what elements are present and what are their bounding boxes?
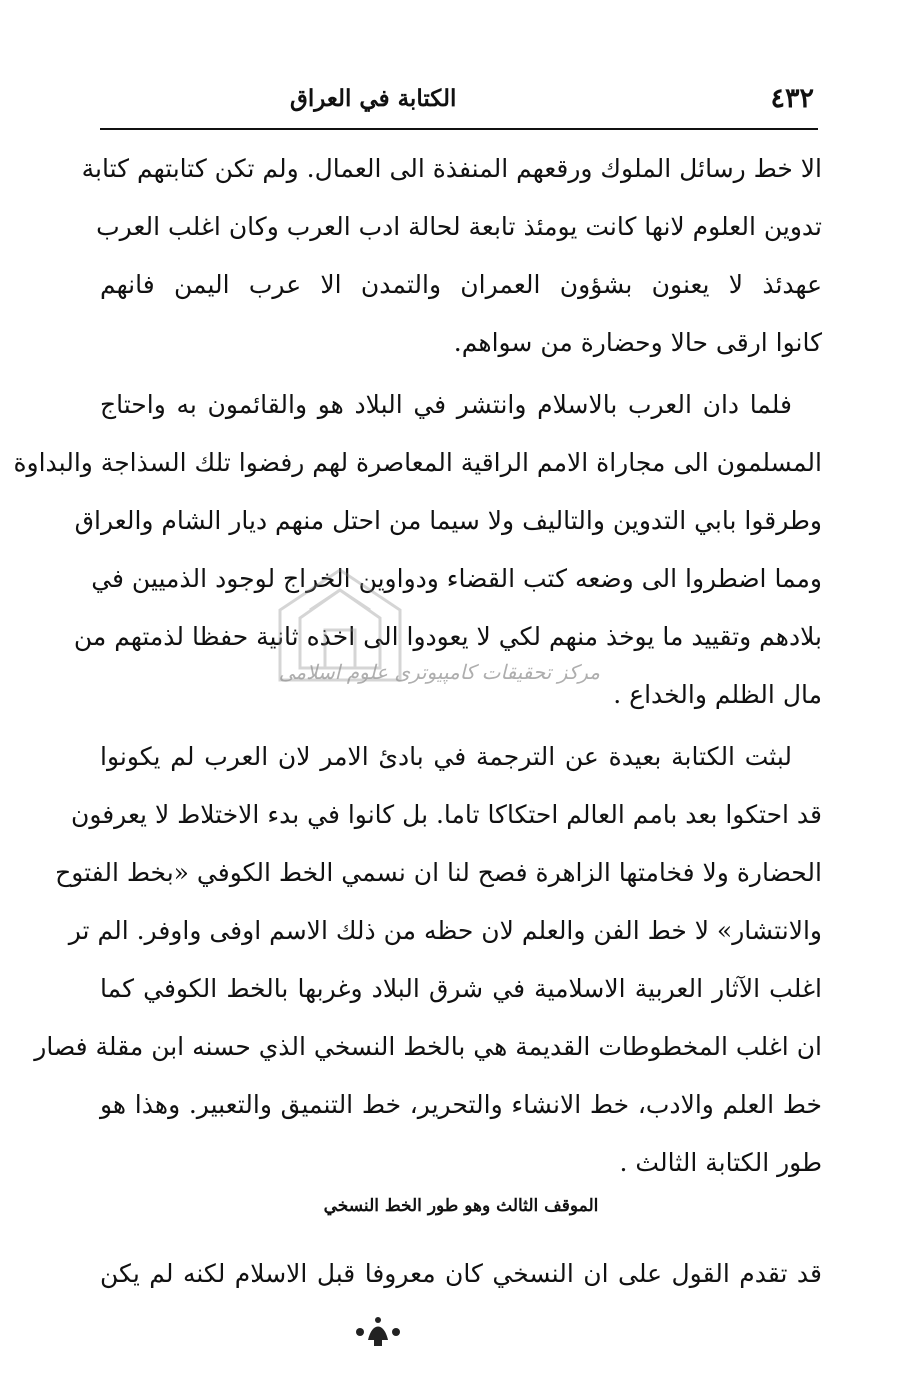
page-number: ٤٣٢ (770, 82, 814, 114)
text-line: عهدئذ لا يعنون بشؤون العمران والتمدن الا عرب اليمن فانهم (100, 270, 822, 299)
text-line: قد تقدم القول على ان النسخي كان معروفا قبل الاسلام لكنه لم يكن (100, 1259, 822, 1288)
page-header (100, 78, 814, 118)
text-line: كانوا ارقى حالا وحضارة من سواهم. (453, 328, 822, 357)
header-rule (100, 128, 818, 130)
running-title: الكتابة في العراق (290, 84, 457, 112)
text-line: وطرقوا بابي التدوين والتاليف ولا سيما من احتل منهم ديار الشام والعراق (74, 506, 822, 535)
text-line: ومما اضطروا الى وضعه كتب القضاء ودواوين الخراج لوجود الذميين في (91, 564, 822, 593)
text-line: تدوين العلوم لانها كانت يومئذ تابعة لحالة ادب العرب وكان اغلب العرب (96, 212, 822, 241)
section-heading: الموقف الثالث وهو طور الخط النسخي (323, 1196, 599, 1216)
text-line: والانتشار» لا خط الفن والعلم لان حظه من ذلك الاسم اوفى واوفر. الم تر (68, 916, 822, 945)
text-line: الحضارة ولا فخامتها الزاهرة فصح لنا ان نسمي الخط الكوفي «بخط الفتوح (55, 858, 822, 887)
text-line: مال الظلم والخداع . (613, 680, 822, 709)
text-line: خط العلم والادب، خط الانشاء والتحرير، خط التنميق والتعبير. وهذا هو (100, 1090, 822, 1119)
text-line: ان اغلب المخطوطات القديمة هي بالخط النسخي الذي حسنه ابن مقلة فصار (34, 1032, 822, 1061)
ornament-icon (348, 1312, 408, 1352)
text-line: لبثت الكتابة بعيدة عن الترجمة في بادئ الامر لان العرب لم يكونوا (100, 742, 792, 771)
text-line: فلما دان العرب بالاسلام وانتشر في البلاد هو والقائمون به واحتاج (100, 390, 792, 419)
watermark-text: مرکز تحقیقات کامپیوتری علوم اسلامی (278, 660, 600, 684)
text-line: بلادهم وتقييد ما يوخذ منهم لكي لا يعودوا الى اخذه ثانية حفظا لذمتهم من (73, 622, 822, 651)
text-line: اغلب الآثار العربية الاسلامية في شرق البلاد وغربها بالخط الكوفي كما (100, 974, 822, 1003)
text-line: الا خط رسائل الملوك ورقعهم المنفذة الى العمال. ولم تكن كتابتهم كتابة (81, 154, 822, 183)
text-line: المسلمون الى مجاراة الامم الراقية المعاصرة لهم رفضوا تلك السذاجة والبداوة (13, 448, 822, 477)
text-line: قد احتكوا بعد بامم العالم احتكاكا تاما. بل كانوا في بدء الاختلاط لا يعرفون (70, 800, 822, 829)
text-line: طور الكتابة الثالث . (619, 1148, 822, 1177)
